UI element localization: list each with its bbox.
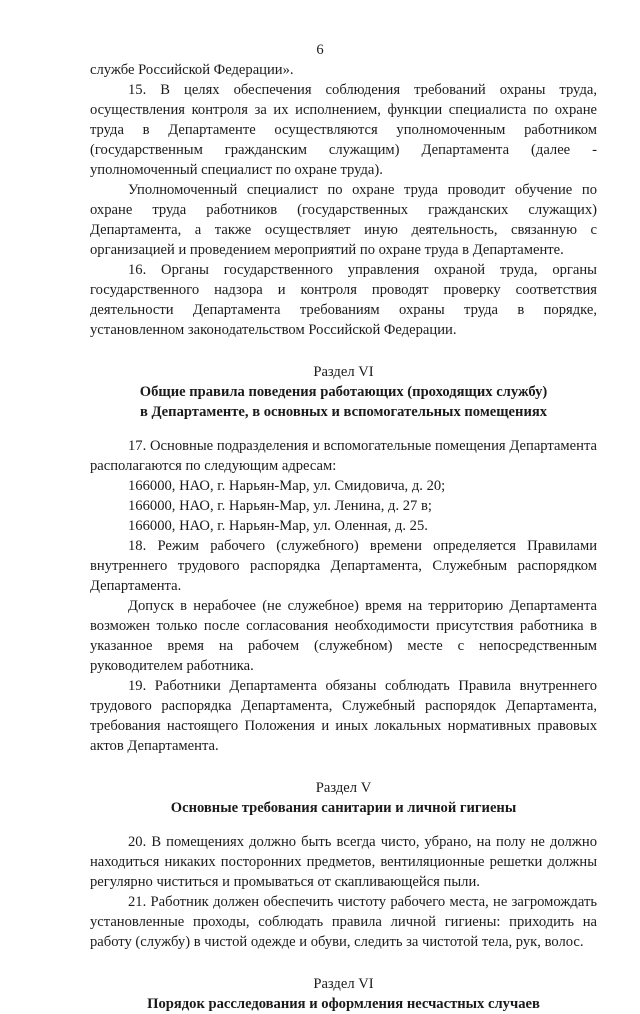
paragraph-17: 17. Основные подразделения и вспомогательные помещения Департамента располагаются по следующим адресам: (90, 438, 597, 474)
section-label: Раздел VI (313, 364, 374, 380)
paragraph-18: 18. Режим рабочего (служебного) времени определяется Правилами внутреннего трудового распорядка Департамента, Служебным распорядком Департамента. (90, 538, 597, 594)
paragraph-15: 15. В целях обеспечения соблюдения требований охраны труда, осуществления контроля за их исполнением, функции специалиста по охране труда в Департаменте осуществляются уполномоченным работником (государственным гражданским служащим) Департамента (далее - уполномоченный специалист по охране труда). (90, 82, 597, 178)
page-number: 6 (316, 42, 324, 58)
section-title: Основные требования санитарии и личной гигиены (170, 800, 517, 816)
document-body (90, 60, 597, 1014)
section-title: в Департаменте, в основных и вспомогательных помещениях (139, 404, 548, 420)
paragraph-15-specialist: Уполномоченный специалист по охране труда проводит обучение по охране труда работников (государственных гражданских служащих) Департамента, а также осуществляет иную деятельность, связанную с организацией и проведением мероприятий по охране труда в Департаменте. (90, 182, 597, 258)
address-line: 166000, НАО, г. Нарьян-Мар, ул. Оленная, д. 25. (128, 518, 428, 534)
paragraph-18-admission: Допуск в нерабочее (не служебное) время на территорию Департамента возможен только после согласования необходимости присутствия работника в указанное время на рабочем (служебном) месте с непосредственным руководителем работника. (90, 598, 597, 674)
address-line: 166000, НАО, г. Нарьян-Мар, ул. Смидовича, д. 20; (128, 478, 446, 494)
address-line: 166000, НАО, г. Нарьян-Мар, ул. Ленина, д. 27 в; (128, 498, 432, 514)
section-label: Раздел V (315, 780, 372, 796)
paragraph-20: 20. В помещениях должно быть всегда чисто, убрано, на полу не должно находиться никаких посторонних предметов, вентиляционные решетки должны регулярно чиститься и промываться от скапливающейся пыли. (90, 834, 597, 890)
paragraph-16: 16. Органы государственного управления охраной труда, органы государственного надзора и контроля проводят проверку соответствия деятельности Департамента требованиям охраны труда в порядке, установленном законодательством Российской Федерации. (90, 262, 597, 338)
paragraph-19: 19. Работники Департамента обязаны соблюдать Правила внутреннего трудового распорядка Департамента, Служебный распорядок Департамента, требования настоящего Положения и иных локальных нормативных правовых актов Департамента. (90, 678, 597, 754)
paragraph-21: 21. Работник должен обеспечить чистоту рабочего места, не загромождать установленные проходы, соблюдать правила личной гигиены: приходить на работу (службу) в чистой одежде и обуви, следить за чистотой тела, рук, волос. (90, 894, 597, 950)
section-label: Раздел VI (313, 976, 374, 992)
section-title: Порядок расследования и оформления несчастных случаев (147, 996, 540, 1012)
section-title: Общие правила поведения работающих (проходящих службу) (139, 384, 548, 400)
paragraph-continuation: службе Российской Федерации». (90, 62, 294, 78)
